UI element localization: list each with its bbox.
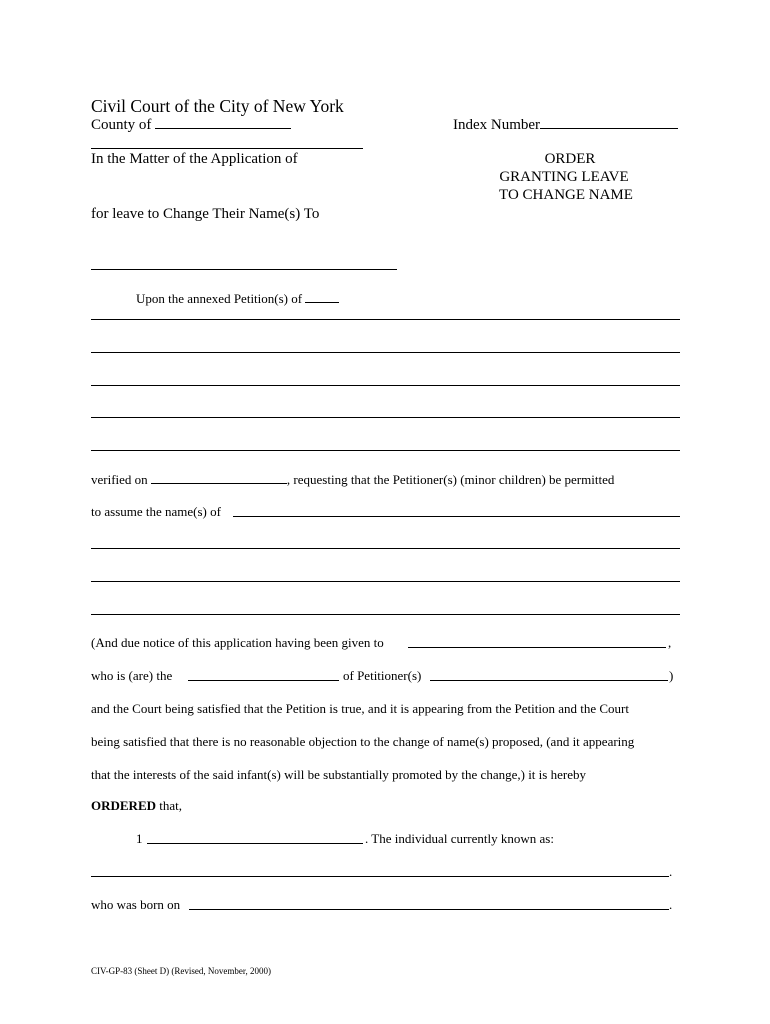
names-rule-1[interactable] (91, 548, 680, 549)
order-title-1: ORDER (544, 151, 596, 167)
form-id: CIV-GP-83 (Sheet D) (Revised, November, 2000) (91, 966, 272, 976)
current-name-blank[interactable] (91, 876, 669, 877)
relationship-blank[interactable] (188, 680, 339, 681)
petition-intro-label: Upon the annexed Petition(s) of (136, 291, 303, 306)
petition-rule-5[interactable] (91, 450, 680, 451)
born-on-period: . (669, 897, 673, 912)
petition-intro-line (136, 290, 339, 306)
order-title-3: TO CHANGE NAME (499, 187, 633, 203)
county-blank[interactable] (155, 116, 291, 129)
county-line (91, 116, 291, 134)
petition-rule-2[interactable] (91, 352, 680, 353)
born-on-label: who was born on (91, 897, 181, 912)
born-on-blank[interactable] (189, 909, 669, 910)
court-title: Civil Court of the City of New York (91, 96, 344, 116)
assume-names-blank[interactable] (233, 516, 680, 517)
court-satisfied-line: and the Court being satisfied that the Petition is true, and it is appearing from the Petition and the Court (91, 701, 629, 716)
petitioners-blank[interactable] (430, 680, 668, 681)
verified-date-blank[interactable] (151, 471, 287, 484)
who-is-label: who is (are) the (91, 668, 173, 683)
verified-line (91, 471, 614, 487)
ordered-rest: that, (156, 798, 183, 813)
requesting-text: , requesting that the Petitioner(s) (minor children) be permitted (286, 472, 615, 487)
ordered-line (91, 798, 182, 813)
leave-line: for leave to Change Their Name(s) To (91, 206, 320, 222)
ordered-bold: ORDERED (91, 798, 157, 813)
petition-rule-4[interactable] (91, 417, 680, 418)
petition-rule-1[interactable] (91, 319, 680, 320)
assume-names-label: to assume the name(s) of (91, 504, 221, 519)
item-number: 1 (136, 831, 143, 846)
index-number-line (453, 116, 678, 134)
item-1-blank[interactable] (147, 843, 363, 844)
petition-rule-3[interactable] (91, 385, 680, 386)
of-petitioners-label: of Petitioner(s) (343, 668, 422, 683)
caption-name-rule[interactable] (91, 269, 397, 270)
interests-line: that the interests of the said infant(s) will be substantially promoted by the change,) it is hereby (91, 767, 586, 782)
close-paren: ) (669, 668, 674, 683)
county-label: County of (91, 117, 152, 133)
verified-label: verified on (91, 472, 148, 487)
order-title-2: GRANTING LEAVE (499, 169, 629, 185)
notice-comma: , (668, 635, 672, 650)
notice-label: (And due notice of this application having been given to (91, 635, 384, 650)
current-name-period: . (669, 864, 673, 879)
petition-intro-blank[interactable] (305, 290, 339, 303)
caption-top-rule (91, 148, 363, 149)
notice-blank[interactable] (408, 647, 666, 648)
matter-line: In the Matter of the Application of (91, 151, 298, 167)
index-number-label: Index Number (453, 117, 541, 133)
no-objection-line: being satisfied that there is no reasonable objection to the change of name(s) proposed, (and it appearing (91, 734, 635, 749)
names-rule-2[interactable] (91, 581, 680, 582)
names-rule-3[interactable] (91, 614, 680, 615)
currently-known-label: . The individual currently known as: (365, 831, 554, 846)
index-number-blank[interactable] (540, 116, 678, 129)
